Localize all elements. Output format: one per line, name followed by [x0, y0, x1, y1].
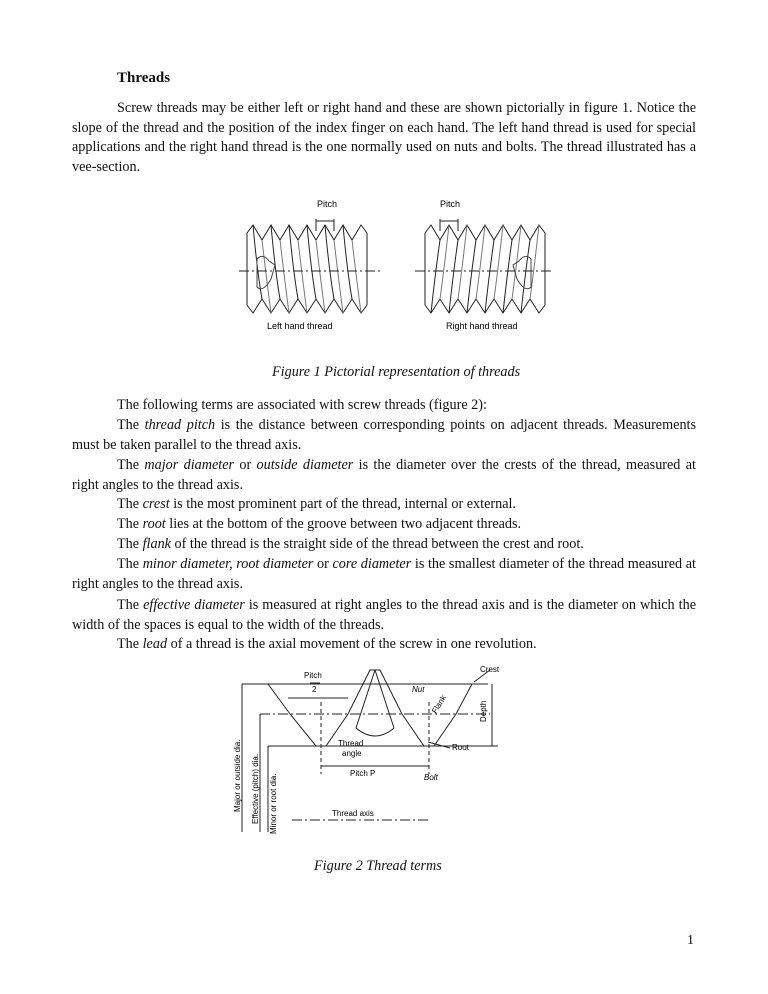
right-hand-thread-drawing — [415, 219, 553, 313]
intro-text: Screw threads may be either left or right hand and these are shown pictorially in figure 1. Notice the slope of the thread and the position of the index finger on each hand. The left hand thread is used for special applications and the right hand thread is the one normally used on nuts and bolts. The thread illustrated has a vee-section. — [72, 100, 696, 175]
left-hand-thread-label: Left hand thread — [267, 321, 333, 331]
pitch-label-right: Pitch — [440, 199, 461, 209]
term-crest: The crest is the most prominent part of the thread, internal or external. — [117, 496, 516, 512]
minor-diameter-label: Minor or root dia. — [269, 773, 278, 834]
thread-angle-label-line2: angle — [342, 749, 362, 758]
term-name: effective diameter — [143, 597, 245, 613]
term-name: root — [142, 516, 166, 532]
figure-1-caption: Figure 1 Pictorial representation of threads — [272, 364, 521, 380]
bolt-label: Bolt — [424, 773, 438, 782]
effective-diameter-label: Effective (pitch) dia. — [251, 753, 260, 824]
right-hand-thread-label: Right hand thread — [446, 321, 518, 331]
term-thread-pitch: The thread pitch is the distance between corresponding points on adjacent threads. Measurements must be taken parallel to the thread axis. — [72, 417, 696, 453]
term-flank: The flank of the thread is the straight side of the thread between the crest and root. — [117, 536, 584, 552]
term-name: thread pitch — [144, 417, 216, 433]
thread-angle-label-line1: Thread — [338, 739, 364, 748]
major-diameter-label: Major or outside dia. — [233, 739, 242, 812]
term-name: lead — [142, 636, 168, 652]
term-name: minor diameter, root diameter — [142, 556, 314, 572]
terms-intro: The following terms are associated with screw threads (figure 2): — [117, 397, 487, 413]
thread-axis-label: Thread axis — [332, 809, 374, 818]
pitch-half-label: 2 — [312, 685, 317, 694]
page-number: 1 — [687, 933, 694, 948]
term-major-diameter: The major diameter or outside diameter is the diameter over the crests of the thread, measured at right angles to the thread axis. — [72, 457, 696, 493]
nut-label: Nut — [412, 685, 425, 694]
pitch-label-left: Pitch — [317, 199, 338, 209]
term-effective-diameter: The effective diameter is measured at right angles to the thread axis and is the diameter on which the width of the spaces is equal to the width of the threads. — [72, 597, 697, 633]
flank-label: Flank — [430, 693, 449, 716]
section-heading: Threads — [117, 70, 171, 86]
pitch-over-label: Pitch — [304, 671, 322, 680]
pitch-p-label: Pitch P — [350, 769, 376, 778]
depth-label: Depth — [479, 700, 488, 722]
term-minor-diameter: The minor diameter, root diameter or core diameter is the smallest diameter of the thread measured at right angles to the thread axis. — [72, 556, 696, 592]
term-name: flank — [142, 536, 171, 552]
crest-label: Crest — [480, 665, 500, 674]
intro-paragraph — [72, 99, 696, 177]
figure-2-thread-terms — [228, 662, 518, 842]
root-label: Root — [452, 743, 469, 752]
figure-1-threads — [235, 195, 555, 340]
term-name: major diameter — [144, 457, 235, 473]
term-name: crest — [142, 496, 170, 512]
term-name: outside diameter — [256, 457, 354, 473]
term-root: The root lies at the bottom of the groove between two adjacent threads. — [117, 516, 522, 532]
thread-profile — [260, 670, 480, 746]
term-lead: The lead of a thread is the axial movement of the screw in one revolution. — [117, 636, 537, 652]
figure-2-caption: Figure 2 Thread terms — [314, 858, 442, 874]
term-name: core diameter — [332, 556, 412, 572]
left-hand-thread-drawing — [239, 219, 381, 313]
